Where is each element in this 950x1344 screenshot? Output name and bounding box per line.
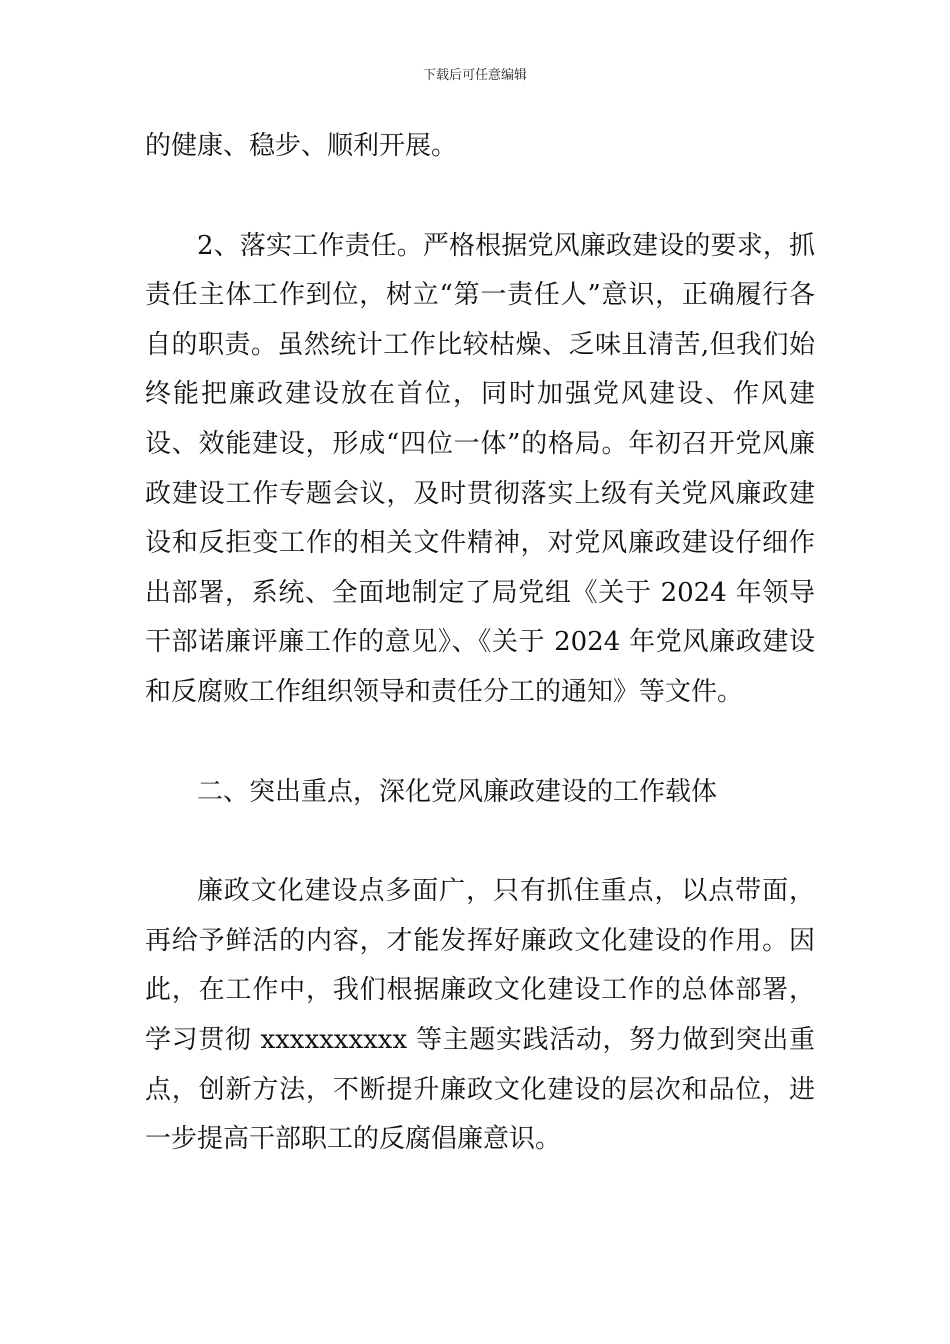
page-header: 下载后可任意编辑 — [422, 68, 527, 83]
paragraph-continuation: 的健康、稳步、顺利开展。 — [145, 131, 458, 161]
paragraph-work-responsibility: 2、落实工作责任。严格根据党风廉政建设的要求，抓责任主体工作到位，树立“第一责任人”意识，正确履行各自的职责。虽然统计工作比较枯燥、乏味且清苦,但我们始终能把廉政建设放在首位，同时加强党风建设、作风建设、效能建设，形成“四位一体”的格局。年初召开党风廉政建设工作专题会议，及时贯彻落实上级有关党风廉政建设和反拒变工作的相关文件精神，对党风廉政建设仔细作出部署，系统、全面地制定了局党组《关于 2024 年领导干部诺廉评廉工作的意见》、《关于 2024 年党风廉政建设和反腐败工作组织领导和责任分工的通知》等文件。 — [145, 230, 815, 707]
section-heading: 二、突出重点，深化党风廉政建设的工作载体 — [197, 776, 718, 807]
paragraph-integrity-culture: 廉政文化建设点多面广，只有抓住重点，以点带面，再给予鲜活的内容，才能发挥好廉政文化建设的作用。因此，在工作中，我们根据廉政文化建设工作的总体部署，学习贯彻 xxxxxxxxxx 等主题实践活动，努力做到突出重点，创新方法，不断提升廉政文化建设的层次和品位，进一步提高干部职工的反腐倡廉意识。 — [145, 876, 815, 1155]
document-body — [145, 122, 815, 1165]
